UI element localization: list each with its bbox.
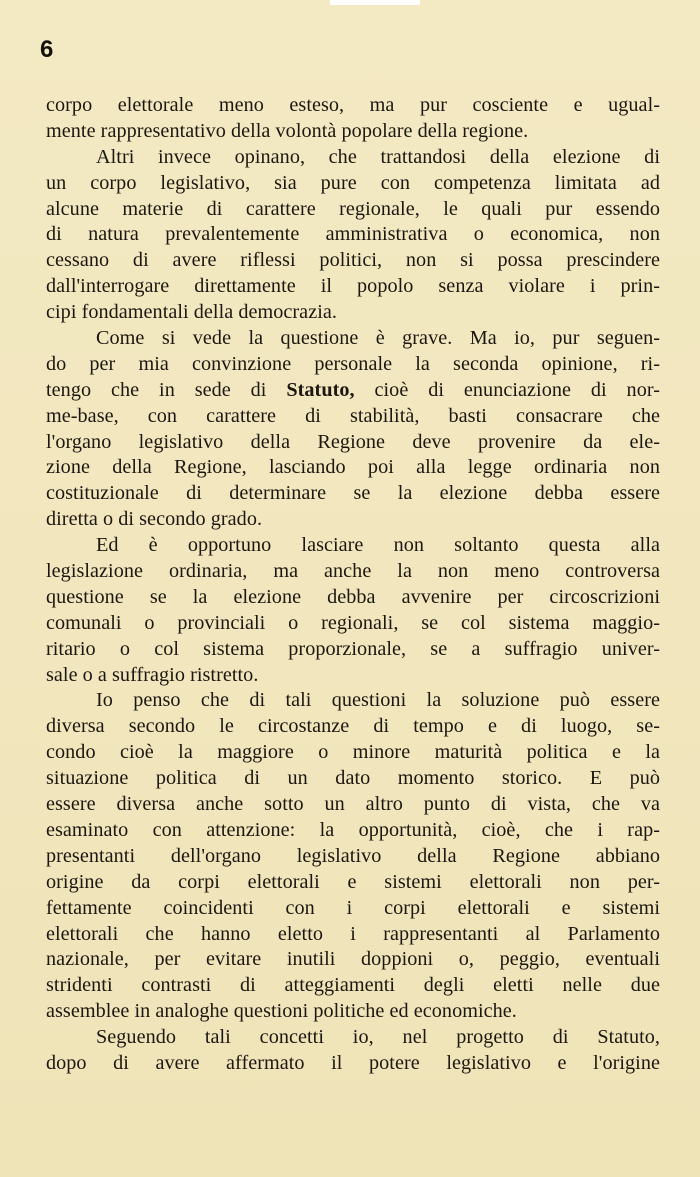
text-line: origine da corpi elettorali e sistemi elettorali non per- (46, 870, 660, 893)
page-edge-mark (330, 0, 420, 5)
text-line: tengo che in sede di Statuto, cioè di enunciazione di nor- (46, 378, 660, 401)
text-line: dall'interrogare direttamente il popolo senza violare i prin- (46, 275, 660, 298)
text-line: sale o a suffragio ristretto. (46, 663, 259, 686)
text-line: stridenti contrasti di atteggiamenti degli eletti nelle due (46, 974, 660, 997)
text-line: Ed è opportuno lasciare non soltanto questa alla (96, 534, 660, 557)
text-line: questione se la elezione debba avvenire per circoscrizioni (46, 585, 660, 608)
text-line: legislazione ordinaria, ma anche la non meno controversa (46, 560, 660, 583)
body-text (46, 93, 660, 1077)
text-line: Seguendo tali concetti io, nel progetto di Statuto, (96, 1026, 660, 1049)
bold-term: Statuto, (286, 378, 355, 401)
text-line: cessano di avere riflessi politici, non si possa prescindere (46, 249, 660, 272)
text-line: cipi fondamentali della democrazia. (46, 301, 337, 324)
text-line: essere diversa anche sotto un altro punto di vista, che va (46, 793, 660, 816)
text-line: di natura prevalentemente amministrativa o economica, non (46, 223, 660, 246)
text-line: condo cioè la maggiore o minore maturità politica e la (46, 741, 660, 764)
text-line: dopo di avere affermato il potere legislativo e l'origine (46, 1051, 660, 1074)
text-line: Come si vede la questione è grave. Ma io, pur seguen- (96, 327, 660, 350)
text-line: assemblee in analoghe questioni politiche ed economiche. (46, 1000, 517, 1023)
text-line: elettorali che hanno eletto i rappresentanti al Parlamento (46, 922, 660, 945)
text-line: comunali o provinciali o regionali, se col sistema maggio- (46, 611, 660, 634)
text-line: mente rappresentativo della volontà popolare della regione. (46, 119, 529, 142)
text-line: diversa secondo le circostanze di tempo e di luogo, se- (46, 715, 660, 738)
text-line: me-base, con carattere di stabilità, basti consacrare che (46, 404, 660, 427)
text-line: un corpo legislativo, sia pure con competenza limitata ad (46, 171, 660, 194)
text-line: diretta o di secondo grado. (46, 508, 263, 531)
text-line: presentanti dell'organo legislativo della Regione abbiano (46, 844, 660, 867)
text-line: l'organo legislativo della Regione deve provenire da ele- (46, 430, 660, 453)
text-line: Io penso che di tali questioni la soluzione può essere (96, 689, 660, 712)
text-line: nazionale, per evitare inutili doppioni o, peggio, eventuali (46, 948, 660, 971)
text-line: ritario o col sistema proporzionale, se a suffragio univer- (46, 637, 660, 660)
text-line: zione della Regione, lasciando poi alla legge ordinaria non (46, 456, 660, 479)
text-line: do per mia convinzione personale la seconda opinione, ri- (46, 352, 660, 375)
page-number: 6 (40, 36, 54, 63)
text-line: costituzionale di determinare se la elezione debba essere (46, 482, 660, 505)
text-line: corpo elettorale meno esteso, ma pur cosciente e ugual- (46, 94, 660, 116)
text-line: Altri invece opinano, che trattandosi della elezione di (96, 145, 660, 168)
text-line: situazione politica di un dato momento storico. E può (46, 767, 660, 790)
text-line: esaminato con attenzione: la opportunità, cioè, che i rap- (46, 818, 660, 841)
text-line: alcune materie di carattere regionale, le quali pur essendo (46, 197, 660, 220)
text-line: fettamente coincidenti con i corpi elettorali e sistemi (46, 896, 660, 919)
